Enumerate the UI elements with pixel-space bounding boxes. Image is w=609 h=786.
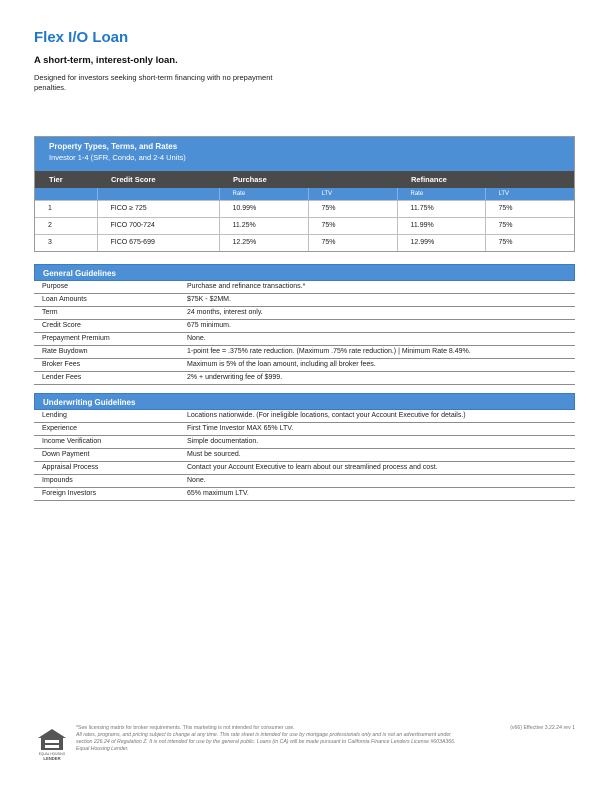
guideline-value: Maximum is 5% of the loan amount, including all broker fees. [187,361,376,368]
general-guidelines-section [34,264,575,385]
cell-tier: 2 [35,217,97,234]
cell-refinance-rate: 11.75% [397,200,485,217]
table-row [35,200,574,217]
guideline-value: Purchase and refinance transactions.* [187,283,306,290]
footer-disclaimer-1: All rates, programs, and pricing subject to change at any time. This rate sheet is intended for use by mortgage professionals only and is not an advertisement under [76,732,451,738]
cell-credit: FICO 675-699 [97,234,219,251]
guideline-value: First Time Investor MAX 65% LTV. [187,425,294,432]
guideline-value: Must be sourced. [187,451,241,458]
guideline-key: Credit Score [42,322,81,329]
svg-text:EQUAL HOUSING: EQUAL HOUSING [38,752,66,756]
guideline-key: Broker Fees [42,361,81,368]
col-purchase: Purchase [219,171,397,188]
rates-table-section [34,136,575,252]
cell-purchase-rate: 12.25% [219,234,308,251]
guideline-key: Appraisal Process [42,464,99,471]
list-item [34,346,575,359]
cell-purchase-rate: 11.25% [219,217,308,234]
list-item [34,372,575,385]
guideline-key: Prepayment Premium [42,335,110,342]
col-tier: Tier [35,171,97,188]
subcol-refinance-rate: Rate [397,188,485,200]
cell-refinance-ltv: 75% [485,234,574,251]
rates-header [35,137,574,171]
list-item [34,294,575,307]
list-item [34,410,575,423]
page-description: Designed for investors seeking short-term financing with no prepayment penalties. [34,73,273,92]
footer-equal-housing: Equal Housing Lender. [76,746,129,752]
col-credit-score: Credit Score [97,171,219,188]
guideline-key: Lending [42,412,67,419]
guideline-key: Lender Fees [42,374,82,381]
guideline-value: 675 minimum. [187,322,231,329]
list-item [34,307,575,320]
table-row [35,234,574,251]
rates-table [35,171,574,251]
rates-subtitle: Investor 1-4 (SFR, Condo, and 2-4 Units) [49,153,186,162]
equal-housing-lender-logo-icon [34,727,70,761]
list-item [34,423,575,436]
general-guidelines-title: General Guidelines [34,264,575,281]
guideline-value: Locations nationwide. (For ineligible locations, contact your Account Executive for details.) [187,412,466,419]
list-item [34,281,575,294]
guideline-key: Term [42,309,58,316]
list-item [34,320,575,333]
guideline-value: $75K - $2MM. [187,296,231,303]
cell-refinance-rate: 12.99% [397,234,485,251]
list-item [34,488,575,501]
underwriting-guidelines-title: Underwriting Guidelines [34,393,575,410]
cell-refinance-rate: 11.99% [397,217,485,234]
guideline-value: None. [187,477,206,484]
cell-credit: FICO 700-724 [97,217,219,234]
subcol-purchase-rate: Rate [219,188,308,200]
guideline-value: 24 months, interest only. [187,309,263,316]
cell-tier: 3 [35,234,97,251]
guideline-value: None. [187,335,206,342]
cell-purchase-ltv: 75% [308,217,397,234]
guideline-key: Foreign Investors [42,490,97,497]
guideline-value: 1-point fee = .375% rate reduction. (Maximum .75% rate reduction.) | Minimum Rate 8.49%. [187,348,471,355]
list-item [34,462,575,475]
guideline-key: Impounds [42,477,73,484]
subcol-purchase-ltv: LTV [308,188,397,200]
list-item [34,449,575,462]
guideline-key: Loan Amounts [42,296,87,303]
col-refinance: Refinance [397,171,574,188]
footer-version: (v66) Effective 3.22.24 rev 1 [510,725,575,731]
guideline-key: Rate Buydown [42,348,88,355]
subcol-refinance-ltv: LTV [485,188,574,200]
page-title: Flex I/O Loan [34,29,129,46]
underwriting-guidelines-section [34,393,575,501]
cell-refinance-ltv: 75% [485,200,574,217]
footer-note: *See licensing matrix for broker requirements. This marketing is not intended for consumer use. [76,725,295,731]
cell-refinance-ltv: 75% [485,217,574,234]
guideline-value: Simple documentation. [187,438,259,445]
svg-text:LENDER: LENDER [43,756,61,761]
cell-purchase-rate: 10.99% [219,200,308,217]
guideline-value: 65% maximum LTV. [187,490,249,497]
cell-purchase-ltv: 75% [308,234,397,251]
cell-purchase-ltv: 75% [308,200,397,217]
guideline-key: Income Verification [42,438,102,445]
guideline-key: Down Payment [42,451,90,458]
page-subtitle: A short-term, interest-only loan. [34,55,178,66]
list-item [34,475,575,488]
table-row [35,217,574,234]
list-item [34,359,575,372]
cell-credit: FICO ≥ 725 [97,200,219,217]
guideline-key: Purpose [42,283,69,290]
rates-title: Property Types, Terms, and Rates [49,142,178,151]
footer-text [76,725,575,753]
list-item [34,436,575,449]
footer-disclaimer-2: section 226.24 of Regulation Z. It is not intended for use by the general public. Loans (in CA) will be made pursuant to California Finance Lenders License #603A366. [76,739,456,745]
cell-tier: 1 [35,200,97,217]
guideline-value: 2% + underwriting fee of $999. [187,374,283,381]
guideline-value: Contact your Account Executive to learn about our streamlined process and cost. [187,464,438,471]
list-item [34,333,575,346]
subcol-blank [35,188,97,200]
guideline-key: Experience [42,425,78,432]
subcol-blank [97,188,219,200]
